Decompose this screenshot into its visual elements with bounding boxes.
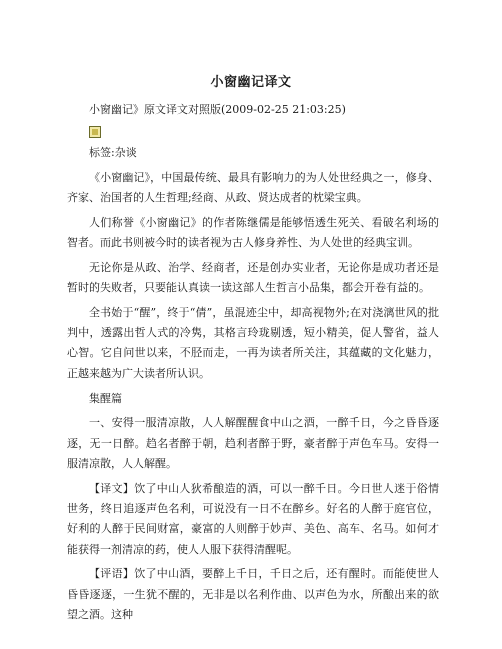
paragraph: 【译文】饮了中山人狄希酿造的酒，可以一醉千日。今日世人迷于俗情世务，终日追逐声色名利，可说没有一日不在醉乡。好名的人醉于庭官位，好利的人醉于民间财富，豪富的人则醉于妙声、美色、高车、名马。如何才能获得一剂清凉的药，使人人服下获得清醒呢。: [67, 481, 439, 556]
paragraph: 《小窗幽记》，中国最传统、最具有影响力的为人处世经典之一，修身、齐家、治国者的人生哲理;经商、从政、贤达成者的枕梁宝典。: [67, 170, 439, 204]
icon-line: [67, 125, 439, 139]
image-icon: [89, 126, 101, 138]
document-body: [67, 100, 439, 630]
page-title: 小窗幽记译文: [210, 75, 292, 90]
paragraph: 一、安得一服清凉散，人人解醒醒食中山之酒，一醉千日，今之昏昏逐逐，无一日醉。趋名者醉于朝，趋利者醉于野，豪者醉于声色车马。安得一服清凉散，人人解醒。: [67, 416, 439, 470]
meta-line: 小窗幽记》原文译文对照版(2009-02-25 21:03:25): [89, 103, 346, 116]
paragraph: 无论你是从政、治学、经商者，还是创办实业者，无论你是成功者还是暂时的失败者，只要能认真读一读这部人生哲言小品集，都会开卷有益的。: [67, 260, 439, 295]
paragraph: 全书始于“醒”，终于“倩”，虽混迹尘中，却高视物外;在对浇漓世风的批判中，透露出哲人式的冷隽，其格言玲珑剔透，短小精美，促人警省，益人心智。它自问世以来，不胫而走，一再为读者所关注，其蕴藏的文化魅力，正越来越为广大读者所认识。: [67, 305, 439, 380]
tag-line: 标签:杂谈: [89, 145, 137, 159]
section-heading: 集醒篇: [89, 391, 122, 405]
paragraph: 【评语】饮了中山酒，要醉上千日，千日之后，还有醒时。而能使世人昏昏逐逐，一生犹不醒的，无非是以名利作曲、以声色为水，所酿出来的欲望之酒。这种: [67, 567, 439, 622]
paragraph: 人们称誉《小窗幽记》的作者陈继儒是能够悟透生死关、看破名利场的智者。而此书则被今时的读者视为古人修身养性、为人处世的经典宝训。: [67, 215, 439, 249]
